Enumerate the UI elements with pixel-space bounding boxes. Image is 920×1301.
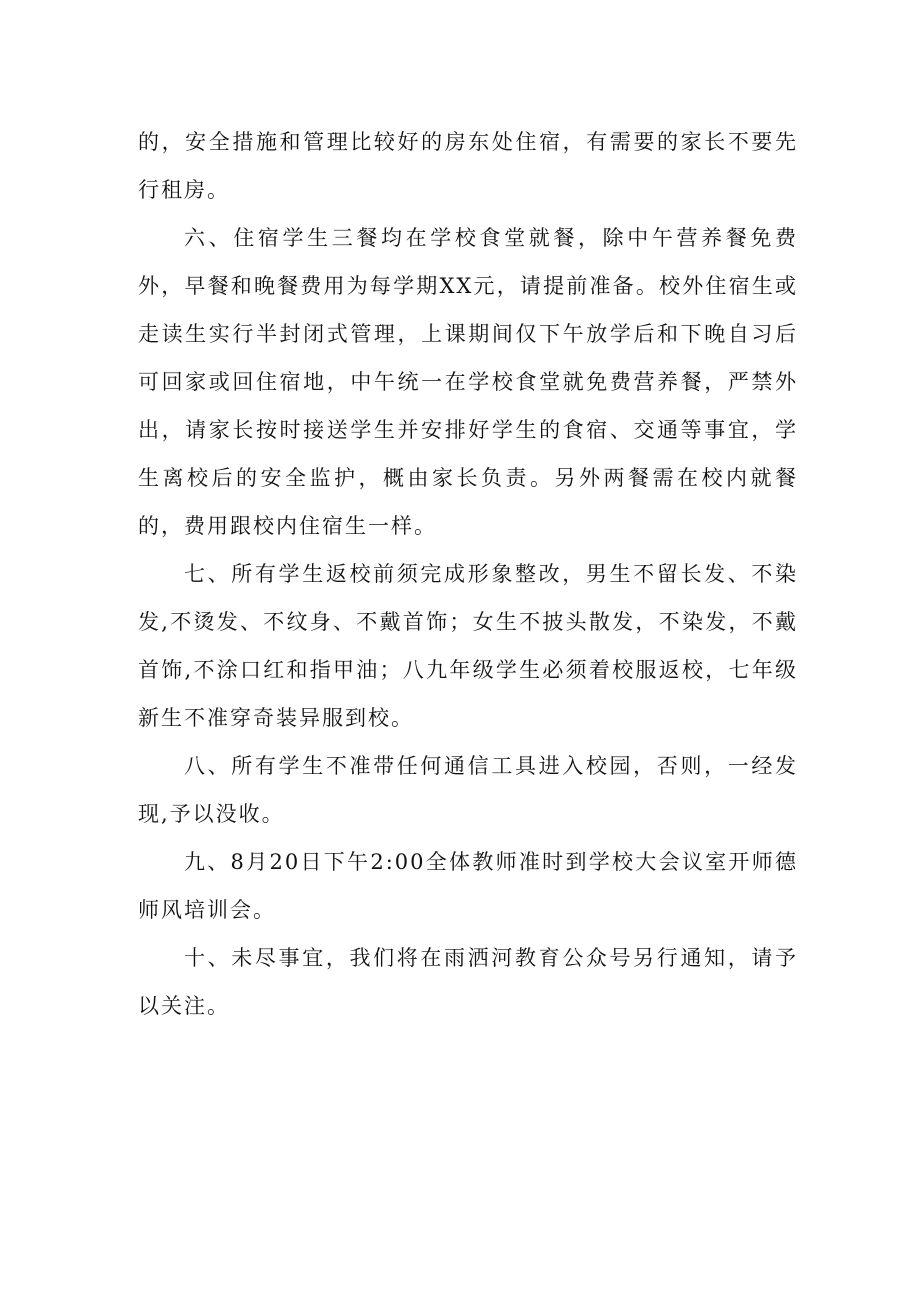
paragraph-continuation: 的，安全措施和管理比较好的房东处住宿，有需要的家长不要先行租房。 (138, 130, 798, 202)
paragraph-item-9: 九、8月20日下午2:00全体教师准时到学校大会议室开师德师风培训会。 (138, 850, 798, 922)
paragraph-item-7: 七、所有学生返校前须完成形象整改，男生不留长发、不染发,不烫发、不纹身、不戴首饰；女生不披头散发，不染发，不戴首饰,不涂口红和指甲油；八九年级学生必须着校服返校，七年级新生不准穿奇装异服到校。 (138, 562, 798, 730)
paragraph-item-6: 六、住宿学生三餐均在学校食堂就餐，除中午营养餐免费外，早餐和晚餐费用为每学期XX元，请提前准备。校外住宿生或走读生实行半封闭式管理，上课期间仅下午放学后和下晚自习后可回家或回住宿地，中午统一在学校食堂就免费营养餐，严禁外出，请家长按时接送学生并安排好学生的食宿、交通等事宜，学生离校后的安全监护，概由家长负责。另外两餐需在校内就餐的，费用跟校内住宿生一样。 (138, 226, 798, 538)
document-body (138, 118, 798, 1030)
paragraph-item-8: 八、所有学生不准带任何通信工具进入校园，否则，一经发现,予以没收。 (138, 754, 798, 826)
paragraph-item-10: 十、未尽事宜，我们将在雨洒河教育公众号另行通知，请予以关注。 (138, 946, 798, 1018)
